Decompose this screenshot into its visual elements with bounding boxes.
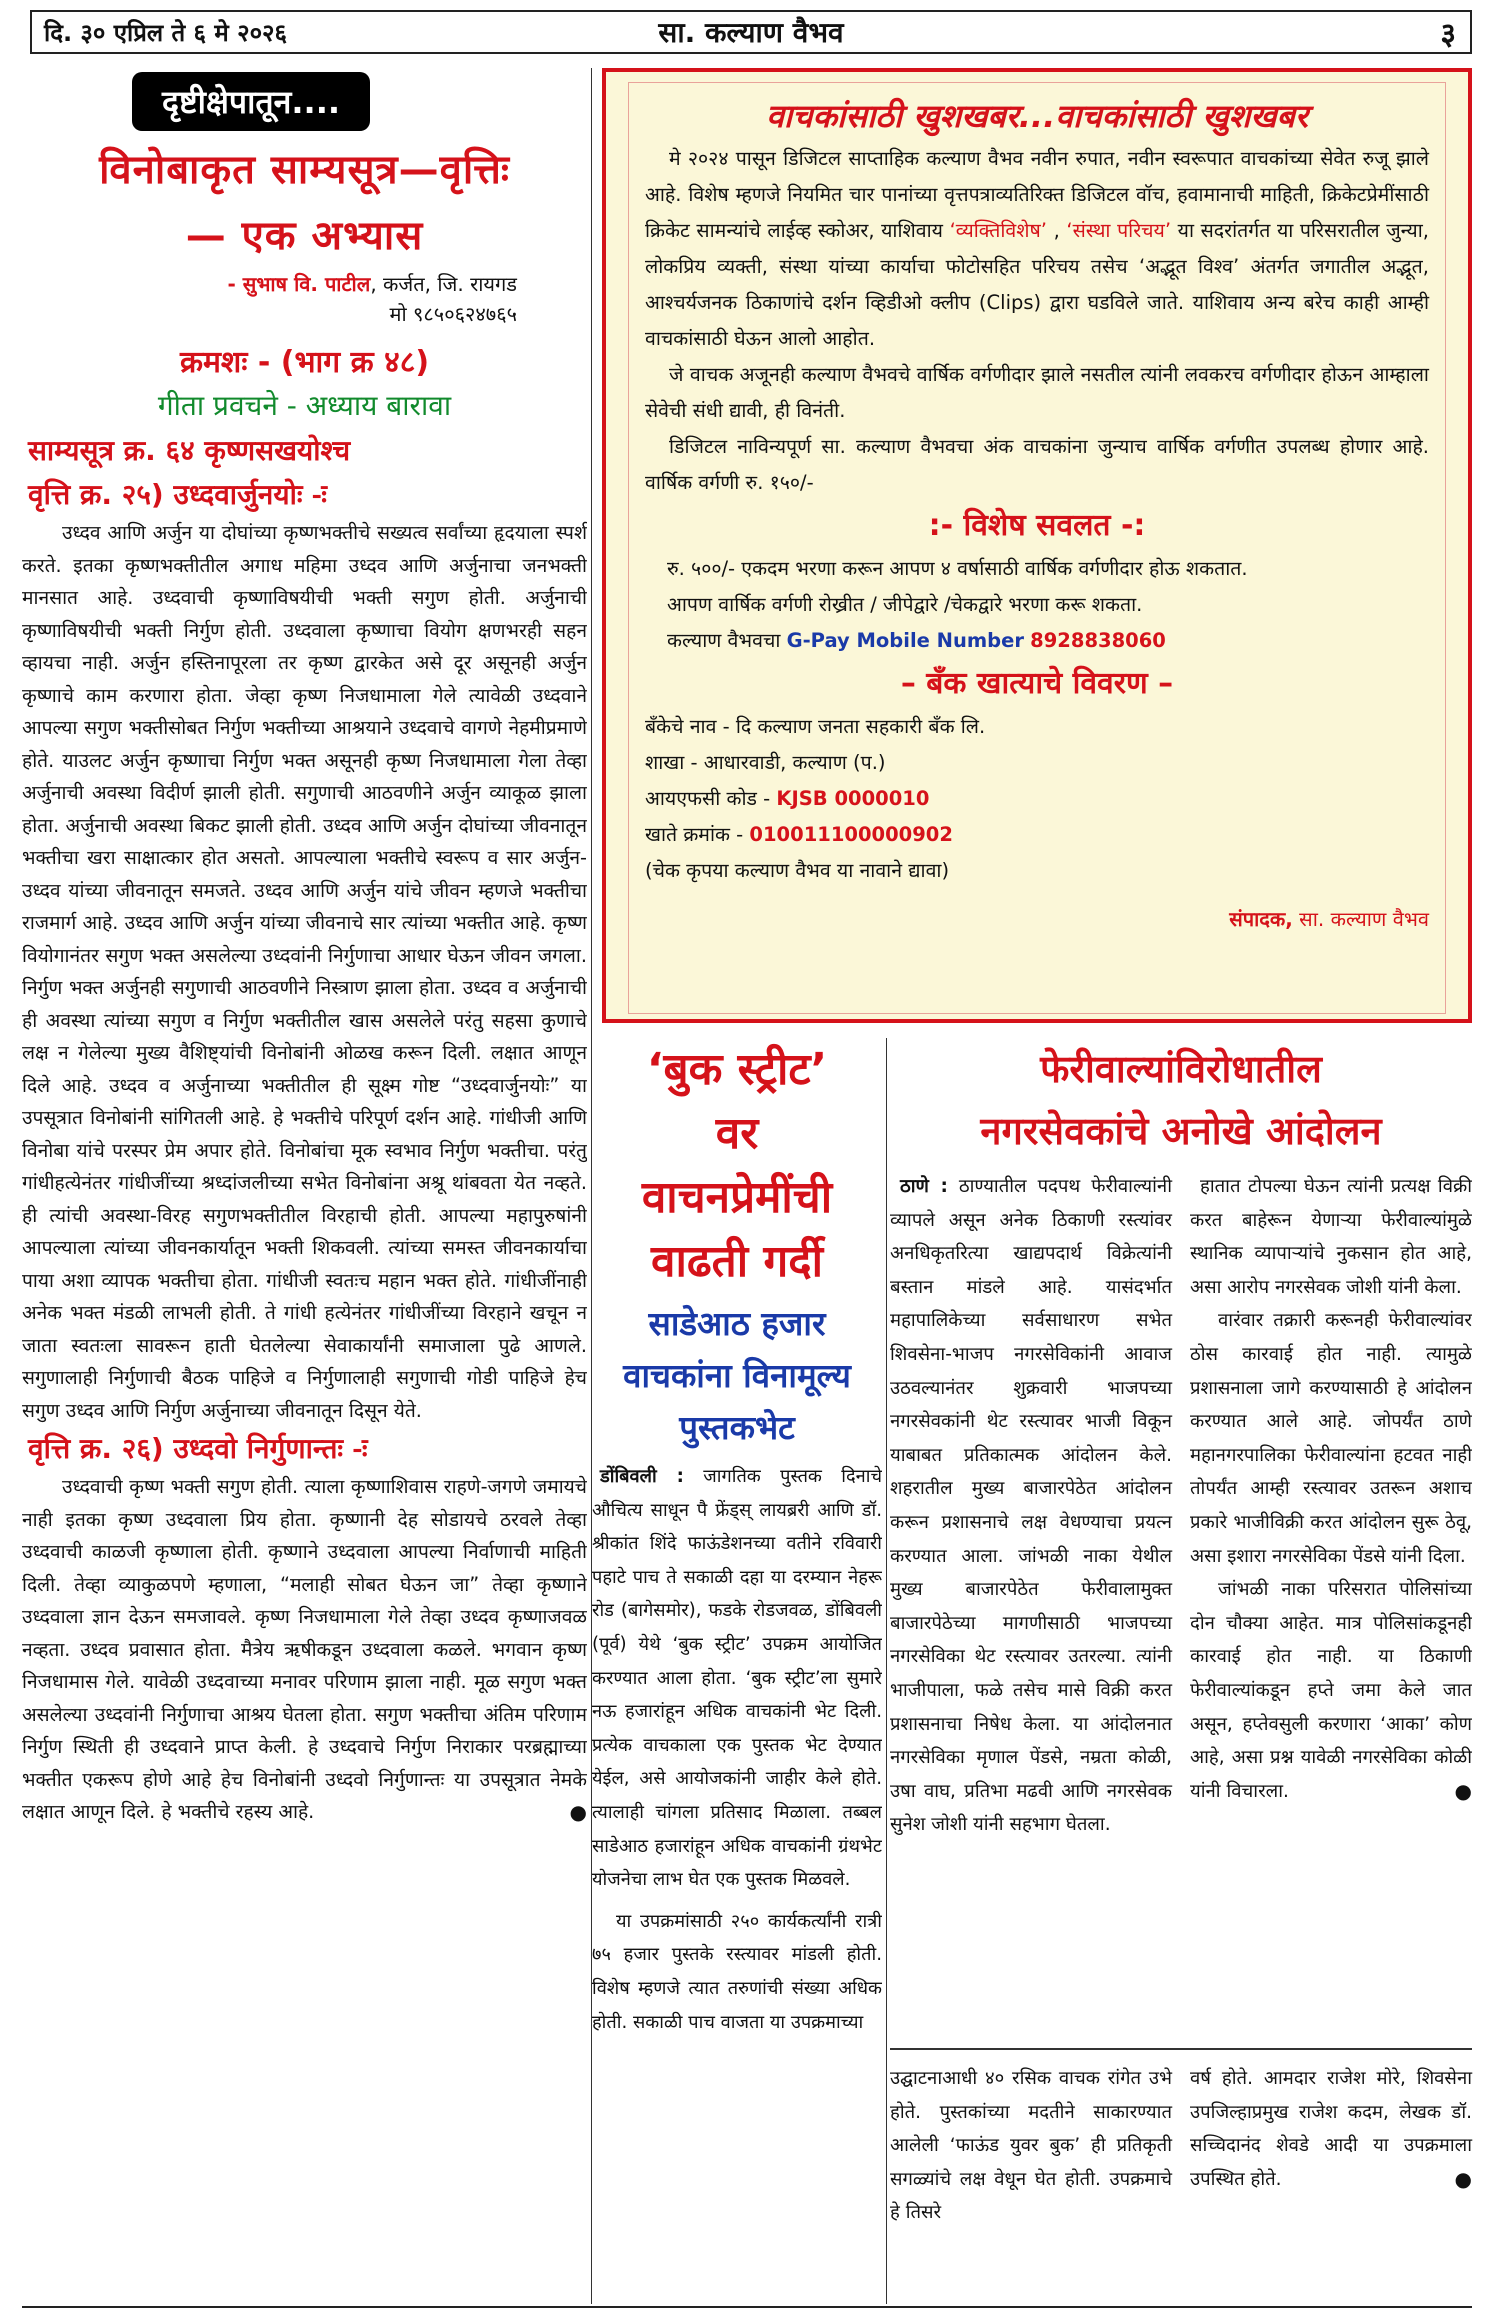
- newspaper-name: सा. कल्याण वैभव: [658, 16, 844, 49]
- bank-account: [645, 817, 1429, 853]
- bank-branch: शाखा - आधारवाडी, कल्याण (प.): [645, 751, 886, 774]
- hawk-col-2: [1190, 1170, 1472, 1842]
- notice-highlight-2: ‘संस्था परिचय’: [1066, 219, 1172, 242]
- hawk-col-1-text: ठाण्यातील पदपथ फेरीवाल्यांनी व्यापले असून अनेक ठिकाणी रस्त्यांवर अनधिकृतरित्या खाद्यपदार्थ विक्रेत्यांनी बस्तान मांडले आहे. यासंदर्भात महापालिकेच्या सर्वसाधारण सभेत शिवसेना-भाजप नगरसेविकांनी आवाज उठवल्यानंतर शुक्रवारी भाजपच्या नगरसेवकांनी थेट रस्त्यावर भाजी विकून याबाबत प्रतिकात्मक आंदोलन केले. शहरातील मुख्य बाजारपेठेत आंदोलन करून प्रशासनाचे लक्ष वेधण्याचा प्रयत्न करण्यात आला. जांभळी नाका येथील मुख्य बाजारपेठेत फेरीवालामुक्त बाजारपेठेच्या मागणीसाठी भाजपच्या नगरसेविका थेट रस्त्यावर उतरल्या. त्यांनी भाजीपाला, फळे तसेच मासे विक्री करत प्रशासनाचा निषेध केला. या आंदोलनात नगरसेविका मृणाल पेंडसे, नम्रता कोळी, उषा वाघ, प्रतिभा मढवी आणि नगरसेवक सुनेश जोशी यांनी सहभाग घेतला.: [890, 1176, 1172, 1836]
- cont-col-2: [1190, 2062, 1472, 2230]
- author-phone: मो ९८५०६२४७६५: [389, 302, 517, 326]
- book-para-1-text: जागतिक पुस्तक दिनाचे औचित्य साधून पै फ्रेंड्स् लायब्ररी आणि डॉ. श्रीकांत शिंदे फाऊंडेशनच्या वतीने रविवारी पहाटे पाच ते सकाळी दहा या दरम्यान नेहरू रोड (बागेसमोर), फडके रोडजवळ, डोंबिवली (पूर्व) येथे ‘बुक स्ट्रीट’ उपक्रम आयोजित करण्यात आला होता. ‘बुक स्ट्रीट’ला सुमारे नऊ हजारांहून अधिक वाचकांनी भेट दिली. प्रत्येक वाचकाला एक पुस्तक भेट देण्यात येईल, असे आयोजकांनी जाहीर केले होते. त्यालाही चांगला प्रतिसाद मिळाला. तब्बल साडेआठ हजारांहून अधिक वाचकांनी ग्रंथभेट योजनेचा लाभ घेत एक पुस्तक मिळवले.: [592, 1466, 882, 1891]
- notice-heading: वाचकांसाठी खुशखबर...वाचकांसाठी खुशखबर: [766, 97, 1308, 135]
- notice-para-3: डिजिटल नाविन्यपूर्ण सा. कल्याण वैभवचा अंक वाचकांना जुन्याच वार्षिक वर्गणीत उपलब्ध होणार आहे. वार्षिक वर्गणी रु. १५०/-: [645, 435, 1429, 494]
- author-name: - सुभाष वि. पाटील: [227, 272, 371, 296]
- book-subtitle-line1: साडेआठ हजार: [648, 1304, 826, 1343]
- hawk-end-mark: ●: [1454, 1778, 1472, 1803]
- issue-date: दि. ३० एप्रिल ते ६ मे २०२६: [44, 18, 288, 47]
- account-label: खाते क्रमांक -: [645, 823, 750, 846]
- editor-paper: सा. कल्याण वैभव: [1292, 907, 1429, 931]
- cheque-note: (चेक कृपया कल्याण वैभव या नावाने द्यावा): [645, 859, 950, 882]
- hawk-title-line2: नगरसेवकांचे अनोखे आंदोलन: [980, 1109, 1382, 1153]
- book-para-2: या उपक्रमांसाठी २५० कार्यकर्त्यांनी रात्री ७५ हजार पुस्तके रस्त्यावर मांडली होती. विशेष म्हणजे त्यात तरुणांची संख्या अधिक होती. सकाळी पाच वाजता या उपक्रमाच्या: [592, 1910, 882, 2033]
- hawk-col-2-para-3: [1190, 1573, 1472, 1808]
- cont-col-2-text: वर्ष होते. आमदार राजेश मोरे, शिवसेना उपजिल्हाप्रमुख राजेश कदम, लेखक डॉ. सच्चिदानंद शेवडे आदी या उपक्रमाला उपस्थित होते.: [1190, 2068, 1472, 2190]
- hawk-columns: [890, 1170, 1472, 1842]
- notice-para-2: जे वाचक अजूनही कल्याण वैभवचे वार्षिक वर्गणीदार झाले नसतील त्यांनी लवकरच वर्गणीदार होऊन आम्हाला सेवेची संधी द्यावी, ही विनंती.: [645, 363, 1429, 422]
- page-number: ३: [1440, 16, 1456, 52]
- sutra-heading: साम्यसूत्र क्र. ६४ कृष्णसखयोश्च: [28, 434, 351, 467]
- article-title-line1: विनोबाकृत साम्यसूत्र—वृत्तिः: [99, 147, 510, 193]
- column-divider-2: [886, 1038, 887, 2304]
- hawk-col-2-para-1: हातात टोपल्या घेऊन त्यांनी प्रत्यक्ष विक्री करत बाहेरून येणाऱ्या फेरीवाल्यांमुळे स्थानिक व्यापाऱ्यांचे नुकसान होत आहे, असा आरोप नगरसेवक जोशी यांनी केला.: [1190, 1176, 1472, 1298]
- book-title-line3: वाचनप्रेमींची: [641, 1172, 833, 1223]
- cont-columns: [890, 2050, 1472, 2230]
- hawk-dateline: ठाणे :: [900, 1176, 948, 1197]
- notice-para-1: [645, 141, 1429, 357]
- end-mark: ●: [569, 1800, 587, 1824]
- hawk-title-line1: फेरीवाल्यांविरोधातील: [1040, 1047, 1322, 1091]
- hawk-col-2-para-3-text: जांभळी नाका परिसरात पोलिसांच्या दोन चौक्या आहेत. मात्र पोलिसांकडूनही कारवाई होत नाही. या ठिकाणी फेरीवाल्यांकडून हप्ते जमा केले जात असून, हप्तेवसुली करणारा ‘आका’ कोण आहे, असा प्रश्न यावेळी नगरसेविका कोळी यांनी विचारला.: [1190, 1579, 1472, 1802]
- book-title-line2: वर: [715, 1108, 759, 1159]
- column-tag: दृष्टीक्षेपातून....: [132, 72, 370, 131]
- book-subtitle-line2: वाचकांना विनामूल्य: [623, 1356, 851, 1395]
- page-header: [30, 10, 1472, 54]
- offer-line-2: आपण वार्षिक वर्गणी रोख्रीत / जीपेद्वारे /चेकद्वारे भरणा करू शकता.: [667, 593, 1143, 616]
- gpay-label: G-Pay Mobile Number: [786, 629, 1024, 652]
- paragraph-1: उध्दव आणि अर्जुन या दोघांच्या कृष्णभक्तीचे सख्यत्व सर्वांच्या हृदयाला स्पर्श करते. इतका कृष्णभक्तीतील अगाध महिमा उध्दव आणि अर्जुनाचा जनभक्ती मानसात आहे. उध्दवाची कृष्णाविषयीची भक्ती सगुण होती. अर्जुनाची कृष्णाविषयीची भक्ती निर्गुण होती. उध्दवाला कृष्णाचा वियोग क्षणभरही सहन व्हायचा नाही. अर्जुन हस्तिनापूरला तर कृष्ण द्वारकेत असे दूर असूनही अर्जुन कृष्णाचे काम करणारा होता. जेव्हा कृष्ण निजधामाला गेले त्यावेळी उध्दवाने आपल्या सगुण भक्तीसोबत निर्गुण भक्तीच्या आश्रयाने उध्दवाचे वागणे नेहमीप्रमाणे होते. याउलट अर्जुन कृष्णाचा निर्गुण भक्त असूनही कृष्ण निजधामाला गेला तेव्हा अर्जुनाची अवस्था विदीर्ण झाली होती. सगुणाची आठवणीने अर्जुन व्याकूळ झाला होता. अर्जुनाची अवस्था बिकट झाली होती. उध्दव आणि अर्जुन दोघांच्या जीवनातून भक्तीचा खरा साक्षात्कार होत असतो. आपल्याला भक्तीचे स्वरूप व सार अर्जुन-उध्दव यांच्या जीवनातून समजते. उध्दव आणि अर्जुन यांचे जीवन म्हणजे भक्तीचा राजमार्ग आहे. उध्दव आणि अर्जुन यांच्या जीवनाचे सार त्यांच्या भक्तीत आहे. कृष्ण वियोगानंतर सगुण भक्त असलेल्या उध्दवांनी निर्गुणाचा आधार घेऊन जीवन जगला. निर्गुण भक्त अर्जुनही सगुणाची आठवणीने निस्त्राण झाला होता. उध्दव व अर्जुनाची ही अवस्था त्यांच्या सगुण व निर्गुण भक्तीतील खास असलेले परंतु सहसा कुणाचे लक्ष न गेलेल्या मुख्य वैशिष्ट्यांची विनोबांनी ओळख करून दिली. लक्षात आणून दिले आहे. उध्दव व अर्जुनाच्या भक्तीतील ही सूक्ष्म गोष्ट “उध्दवार्जुनयोः” या उपसूत्रात विनोबांनी सांगितली आहे. हे भक्तीचे परिपूर्ण दर्शन आहे. गांधीजी आणि विनोबा यांचे परस्पर प्रेम अपार होते. विनोबांचा मूक स्वभाव निर्गुण भक्तीचा. परंतु गांधीहत्येनंतर गांधीजींच्या श्रध्दांजलीच्या सभेत विनोबांना अश्रू थांबवता येत नव्हते. ही त्यांची अवस्था-विरह सगुणभक्तीतील विरहाची होती. आपल्या महापुरुषांनी आपल्याला त्यांच्या जीवनकार्यातून भक्ती शिकवली. त्यांच्या समस्त जीवनकार्याचा पाया अशा व्यापक भक्तीचा होता. गांधीजी स्वतःच महान भक्त होते. गांधीजींनाही अनेक भक्त मंडळी लाभली होती. ते गांधी हत्येनंतर गांधीजींच्या विरहाने खचून न जाता स्वतःला सावरून हाती घेतलेल्या सेवाकार्यांनी समाजाला पुढे आणले. सगुणालाही निर्गुणाची बैठक पाहिजे व निर्गुणालाही सगुणाची गोडी पाहिजे हेच सगुण उध्दव आणि निर्गुण अर्जुनाच्या जीवनातून दिसून येते.: [22, 521, 587, 1422]
- cont-col-1: उद्घाटनाआधी ४० रसिक वाचक रांगेत उभे होते. पुस्तकांच्या मदतीने साकारण्यात आलेली ‘फाऊंड युवर बुक’ ही प्रतिकृती सगळ्यांचे लक्ष वेधून घेत होती. उपक्रमाचे हे तिसरे: [890, 2068, 1172, 2224]
- page-bottom-rule: [22, 2306, 1472, 2308]
- editor-signature: [645, 899, 1429, 939]
- gpay-number: 8928838060: [1030, 629, 1166, 652]
- notice-highlight-1: ‘व्यक्तिविशेष’: [949, 219, 1047, 242]
- article-book-street: [592, 1038, 882, 2303]
- subscription-notice: [602, 68, 1472, 1023]
- article-hawkers-protest: [890, 1038, 1472, 2038]
- special-offer-heading: :- विशेष सवलत -:: [928, 508, 1146, 543]
- book-title-line1: ‘बुक स्ट्रीट’: [646, 1044, 828, 1095]
- bank-ifsc: [645, 781, 1429, 817]
- book-para-1: [592, 1460, 882, 1897]
- notice-para-1a: मे २०२४ पासून डिजिटल साप्ताहिक कल्याण वैभव नवीन रुपात, नवीन स्वरूपात वाचकांच्या सेवेत रुजू झाले आहे. विशेष म्हणजे नियमित चार पानांच्या वृत्तपत्राव्यतिरिक्त डिजिटल वॉच, हवामानाची माहिती, क्रिकेटप्रेमींसाठी क्रिकेट सामन्यांचे लाईव्ह स्कोअर, याशिवाय: [645, 147, 1429, 242]
- notice-para-1c: या सदरांतर्गत या परिसरातील जुन्या, लोकप्रिय व्यक्ती, संस्था यांच्या कार्याचा फोटोसहित परिचय तसेच ‘अद्भूत विश्व’ अंतर्गत जगातील अद्भूत, आश्चर्यजनक ठिकाणांचे दर्शन व्हिडीओ क्लीप (Clips) द्वारा घडविले जाते. याशिवाय अन्य बरेच काही आम्ही वाचकांसाठी घेऊन आलो आहोत.: [645, 219, 1429, 350]
- editor-label: संपादक,: [1229, 907, 1293, 931]
- bank-name: बँकेचे नाव - दि कल्याण जनता सहकारी बँक लि.: [645, 715, 986, 738]
- notice-inner: [628, 82, 1446, 1014]
- hawk-col-2-para-2: वारंवार तक्रारी करूनही फेरीवाल्यांवर ठोस कारवाई होत नाही. त्यामुळे प्रशासनाला जागे करण्यासाठी हे आंदोलन करण्यात आले आहे. जोपर्यंत ठाणे महानगरपालिका फेरीवाल्यांना हटवत नाही तोपर्यंत आम्ही रस्त्यावर उतरून अशाच प्रकारे भाजीविक्री करत आंदोलन सुरू ठेवू, असा इशारा नगरसेविका पेंडसे यांनी दिला.: [1190, 1310, 1472, 1567]
- notice-para-1b: ,: [1047, 219, 1067, 242]
- series-part: क्रमशः - (भाग क्र ४८): [179, 345, 430, 380]
- cont-end-mark: ●: [1454, 2166, 1472, 2191]
- hawk-col-1: [890, 1170, 1172, 1842]
- book-subtitle-line3: पुस्तकभेट: [679, 1408, 795, 1447]
- ifsc-label: आयएफसी कोड -: [645, 787, 777, 810]
- author-line: [22, 269, 587, 299]
- offer-line-1: रु. ५००/- एकदम भरणा करून आपण ४ वर्षासाठी वार्षिक वर्गणीदार होऊ शकतात.: [667, 557, 1248, 580]
- paragraph-2: [22, 1471, 587, 1829]
- account-number: 010011100000902: [749, 823, 953, 846]
- article-vinoba: [22, 68, 587, 2304]
- author-place: , कर्जत, जि. रायगड: [370, 272, 517, 296]
- vritti-26-heading: वृत्ति क्र. २६) उध्दवो निर्गुणान्तः -ः: [28, 1432, 368, 1465]
- paragraph-2-text: उध्दवाची कृष्ण भक्ती सगुण होती. त्याला कृष्णाशिवास राहणे-जगणे जमायचे नाही इतका कृष्ण उध्दवाला प्रिय होता. कृष्णानी देह सोडायचे ठरवले तेव्हा उध्दवाची काळजी कृष्णाला होती. कृष्णाने उध्दवाला आपल्या निर्वाणाची माहिती दिली. तेव्हा व्याकुळपणे म्हणाला, “मलाही सोबत घेऊन जा” तेव्हा कृष्णाने उध्दवाला ज्ञान देऊन समजावले. कृष्ण निजधामाला गेले तेव्हा उध्दव कृष्णाजवळ नव्हता. उध्दव प्रवासात होता. मैत्रेय ऋषीकडून उध्दवाला कळले. भगवान कृष्ण निजधामास गेले. यावेळी उध्दवाच्या मनावर परिणाम झाला नाही. मूळ सगुण भक्त असलेल्या उध्दवांनी निर्गुणाचा आश्रय घेतला होता. सगुण भक्तीचा अंतिम परिणाम निर्गुण स्थिती ही उध्दवाने प्राप्त केली. हे उध्दवाचे निर्गुण निराकार परब्रह्माच्या भक्तीत एकरूप होणे आहे हेच विनोबांनी उध्दवो निर्गुणान्तः या उपसूत्रात नेमके लक्षात आणून दिले. हे भक्तीचे रहस्य आहे.: [22, 1475, 587, 1823]
- gpay-prefix: कल्याण वैभवचा: [667, 629, 787, 652]
- article-title-line2: — एक अभ्यास: [185, 213, 424, 259]
- ifsc-code: KJSB 0000010: [776, 787, 930, 810]
- gita-subtitle: गीता प्रवचने - अध्याय बारावा: [157, 389, 452, 422]
- bank-details-heading: – बँक खात्याचे विवरण –: [900, 666, 1174, 701]
- book-dateline: डोंबिवली :: [600, 1466, 684, 1487]
- book-street-continuation: [890, 2048, 1472, 2306]
- gpay-line: [645, 623, 1429, 659]
- vritti-25-heading: वृत्ति क्र. २५) उध्दवार्जुनयोः -ः: [28, 478, 327, 511]
- book-title-line4: वाढती गर्दी: [651, 1236, 823, 1287]
